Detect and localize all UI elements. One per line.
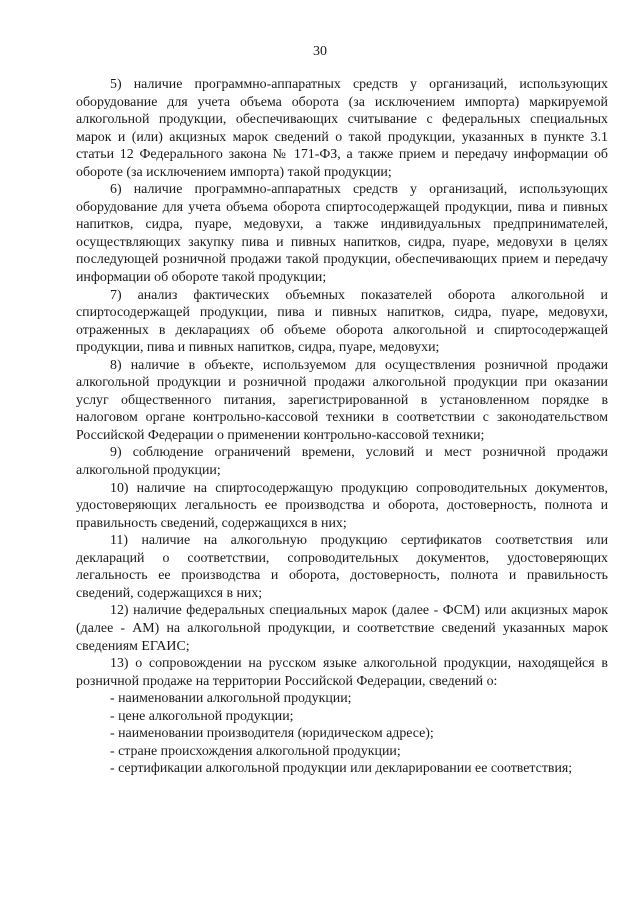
paragraph-item-6: 6) наличие программно-аппаратных средств у организаций, использующих оборудование для учета объема оборота спиртосодержащей продукции, пива и пивных напитков, сидра, пуаре, медовухи, а также индивидуальных предпринимателей, осуществляющих закупку пива и пивных напитков, сидра, пуаре, медовухи в целях последующей розничной продажи такой продукции, обеспечивающих прием и передачу информации об обороте такой продукции; xyxy=(76,182,608,286)
paragraph-item-12: 12) наличие федеральных специальных марок (далее - ФСМ) или акцизных марок (далее - АМ) на алкогольной продукции, и соответствие сведений указанных марок сведениям ЕГАИС; xyxy=(76,603,608,654)
list-item-origin-country: - стране происхождения алкогольной продукции; xyxy=(110,743,401,759)
paragraph-item-13: 13) о сопровождении на русском языке алкогольной продукции, находящейся в розничной продаже на территории Российской Федерации, сведений о: xyxy=(76,656,608,689)
paragraph-item-10: 10) наличие на спиртосодержащую продукцию сопроводительных документов, удостоверяющих легальность ее производства и оборота, достоверность, полнота и правильность сведений, содержащихся в них; xyxy=(76,480,608,531)
paragraph-item-7: 7) анализ фактических объемных показателей оборота алкогольной и спиртосодержащей продукции, пива и пивных напитков, сидра, пуаре, медовухи, отраженных в декларациях об объеме оборота алкогольной и спиртосодержащей продукции, пива и пивных напитков, сидра, пуаре, медовухи; xyxy=(76,287,608,356)
list-item-product-name: - наименовании алкогольной продукции; xyxy=(110,691,352,707)
paragraph-item-11: 11) наличие на алкогольную продукцию сертификатов соответствия или деклараций о соответствии, сопроводительных документов, удостоверяющих легальность ее производства и оборота, достоверность, полнота и правильность сведений, содержащихся в них; xyxy=(76,533,608,601)
document-body xyxy=(76,76,608,778)
list-item-certification: - сертификации алкогольной продукции или декларировании ее соответствия; xyxy=(110,761,573,777)
page-number: 30 xyxy=(313,44,327,59)
paragraph-item-8: 8) наличие в объекте, используемом для осуществления розничной продажи алкогольной продукции и розничной продажи алкогольной продукции при оказании услуг общественного питания, зарегистрированной в установленном порядке в налоговом органе контрольно-кассовой техники в соответствии с законодательством Российской Федерации о применении контрольно-кассовой техники; xyxy=(76,357,608,443)
list-item-producer-name: - наименовании производителя (юридическом адресе); xyxy=(110,726,434,742)
paragraph-item-5: 5) наличие программно-аппаратных средств у организаций, использующих оборудование для учета объема оборота (за исключением импорта) маркируемой алкогольной продукции, обеспечивающих считывание с федеральных специальных марок и (или) акцизных марок сведений о такой продукции, указанных в пункте 3.1 статьи 12 Федерального закона № 171-ФЗ, а также прием и передачу информации об обороте (за исключением импорта) такой продукции; xyxy=(76,77,608,180)
paragraph-item-9: 9) соблюдение ограничений времени, условий и мест розничной продажи алкогольной продукции; xyxy=(76,445,608,479)
list-item-product-price: - цене алкогольной продукции; xyxy=(110,708,294,724)
